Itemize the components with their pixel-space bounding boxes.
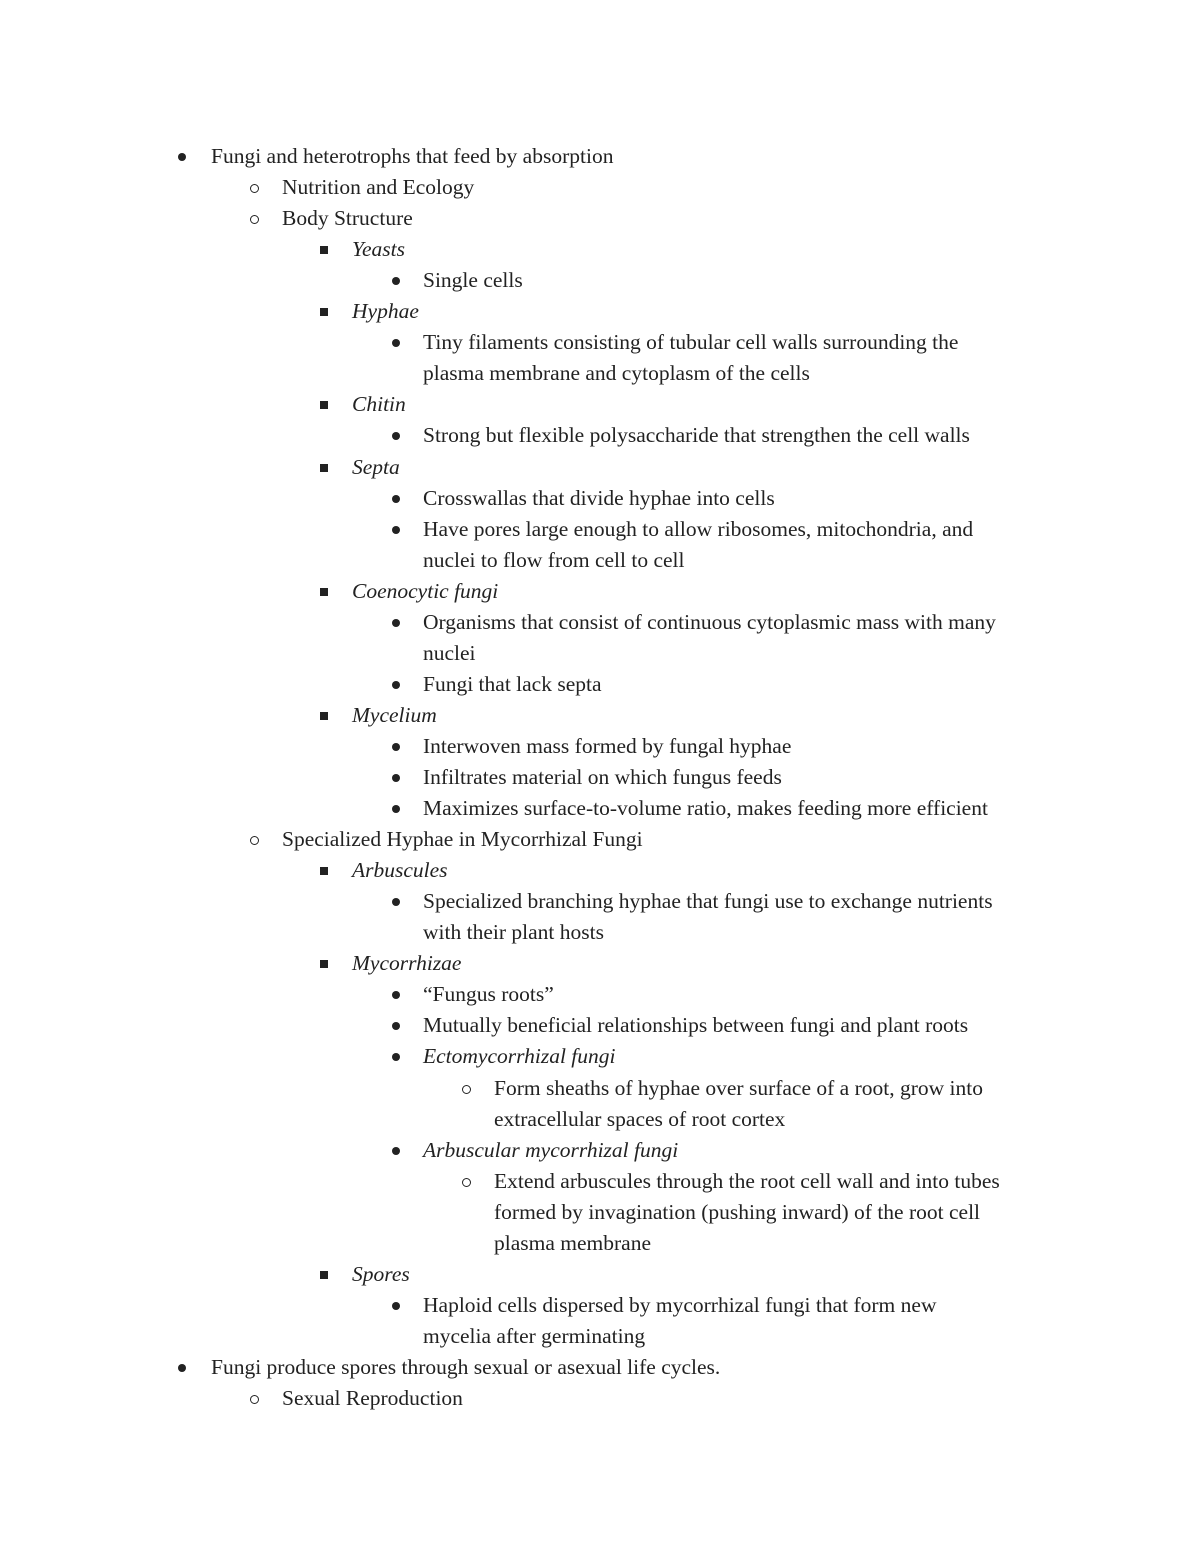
square-bullet-icon [320, 1259, 334, 1290]
outline-item-text: Ectomycorrhizal fungi [423, 1044, 616, 1069]
square-bullet-icon [320, 234, 334, 265]
disc-bullet-icon [392, 669, 406, 700]
outline-item-text: Infiltrates material on which fungus feeds [423, 765, 782, 789]
square-bullet-icon [320, 389, 334, 420]
disc-bullet-icon [392, 483, 406, 514]
outline-item-text: nuclei to flow from cell to cell [423, 547, 685, 572]
outline-item-text: mycelia after germinating [423, 1323, 646, 1348]
outline-item-text: Specialized Hyphae in Mycorrhizal Fungi [282, 827, 643, 852]
outline-item-text: Body Structure [282, 206, 413, 231]
outline-item-text: formed by invagination (pushing inward) of the root cell [494, 1199, 981, 1224]
disc-bullet-icon [178, 1352, 192, 1383]
circle-bullet-icon [462, 1073, 476, 1104]
disc-bullet-icon [392, 793, 406, 824]
outline-item-text: nuclei [423, 640, 476, 665]
square-bullet-icon [320, 452, 334, 483]
outline-item-text: Spores [352, 1261, 410, 1286]
circle-bullet-icon [462, 1166, 476, 1197]
outline-item-text: Nutrition and Ecology [282, 175, 475, 200]
square-bullet-icon [320, 576, 334, 607]
disc-bullet-icon [392, 607, 406, 638]
outline-item-text: Arbuscules [352, 858, 448, 883]
outline-item-text: Yeasts [352, 237, 405, 262]
outline-item-text: Haploid cells dispersed by mycorrhizal fungi that form new [423, 1292, 937, 1317]
outline-item-text: Fungi that lack septa [423, 671, 602, 696]
outline-item-text: Organisms that consist of continuous cytoplasmic mass with many [423, 609, 996, 634]
outline-item-text: Interwoven mass formed by fungal hyphae [423, 733, 792, 758]
outline-item-text: Strong but flexible polysaccharide that strengthen the cell walls [423, 423, 970, 448]
outline-item-text: Mutually beneficial relationships between fungi and plant roots [423, 1013, 969, 1038]
outline-item-text: Tiny filaments consisting of tubular cell walls surrounding the [423, 330, 959, 355]
disc-bullet-icon [392, 762, 406, 793]
disc-bullet-icon [392, 514, 406, 545]
disc-bullet-icon [392, 265, 406, 296]
disc-bullet-icon [392, 1010, 406, 1041]
outline-item-text: plasma membrane [494, 1230, 652, 1255]
outline-item-text: Arbuscular mycorrhizal fungi [423, 1137, 679, 1162]
square-bullet-icon [320, 296, 334, 327]
outline-item-text: Have pores large enough to allow ribosomes, mitochondria, and [423, 516, 974, 541]
outline-item-text: Fungi produce spores through sexual or asexual life cycles. [211, 1354, 721, 1379]
outline-item-text: Sexual Reproduction [282, 1386, 463, 1410]
circle-bullet-icon [250, 1383, 264, 1414]
square-bullet-icon [320, 855, 334, 886]
square-bullet-icon [320, 700, 334, 731]
outline-item-text: Fungi and heterotrophs that feed by absorption [211, 144, 614, 168]
outline-item-text: Hyphae [352, 299, 419, 324]
circle-bullet-icon [250, 172, 264, 203]
outline-item-text: Coenocytic fungi [352, 578, 499, 603]
outline-item-text: Crosswallas that divide hyphae into cells [423, 485, 775, 510]
outline-item-text: Specialized branching hyphae that fungi use to exchange nutrients [423, 889, 993, 914]
outline-item-text: Single cells [423, 268, 523, 293]
disc-bullet-icon [392, 1041, 406, 1072]
outline-item-text: Extend arbuscules through the root cell wall and into tubes [494, 1168, 1000, 1193]
outline-item-text: extracellular spaces of root cortex [494, 1106, 786, 1131]
outline-item-text: Septa [352, 454, 400, 479]
disc-bullet-icon [392, 327, 406, 358]
outline-item-text: Mycorrhizae [352, 951, 462, 976]
outline-item-text: Mycelium [352, 702, 437, 727]
outline-item-text: “Fungus roots” [423, 982, 554, 1007]
outline-item-text: with their plant hosts [423, 920, 604, 945]
disc-bullet-icon [392, 979, 406, 1010]
circle-bullet-icon [250, 203, 264, 234]
outline-item-text: Form sheaths of hyphae over surface of a root, grow into [494, 1075, 983, 1100]
square-bullet-icon [320, 948, 334, 979]
disc-bullet-icon [392, 1135, 406, 1166]
disc-bullet-icon [392, 886, 406, 917]
disc-bullet-icon [392, 731, 406, 762]
outline-item-text: Chitin [352, 392, 406, 417]
disc-bullet-icon [392, 420, 406, 451]
disc-bullet-icon [392, 1290, 406, 1321]
outline-item-text: plasma membrane and cytoplasm of the cells [423, 361, 810, 386]
disc-bullet-icon [178, 141, 192, 172]
outline-item-text: Maximizes surface-to-volume ratio, makes feeding more efficient [423, 796, 988, 821]
circle-bullet-icon [250, 824, 264, 855]
